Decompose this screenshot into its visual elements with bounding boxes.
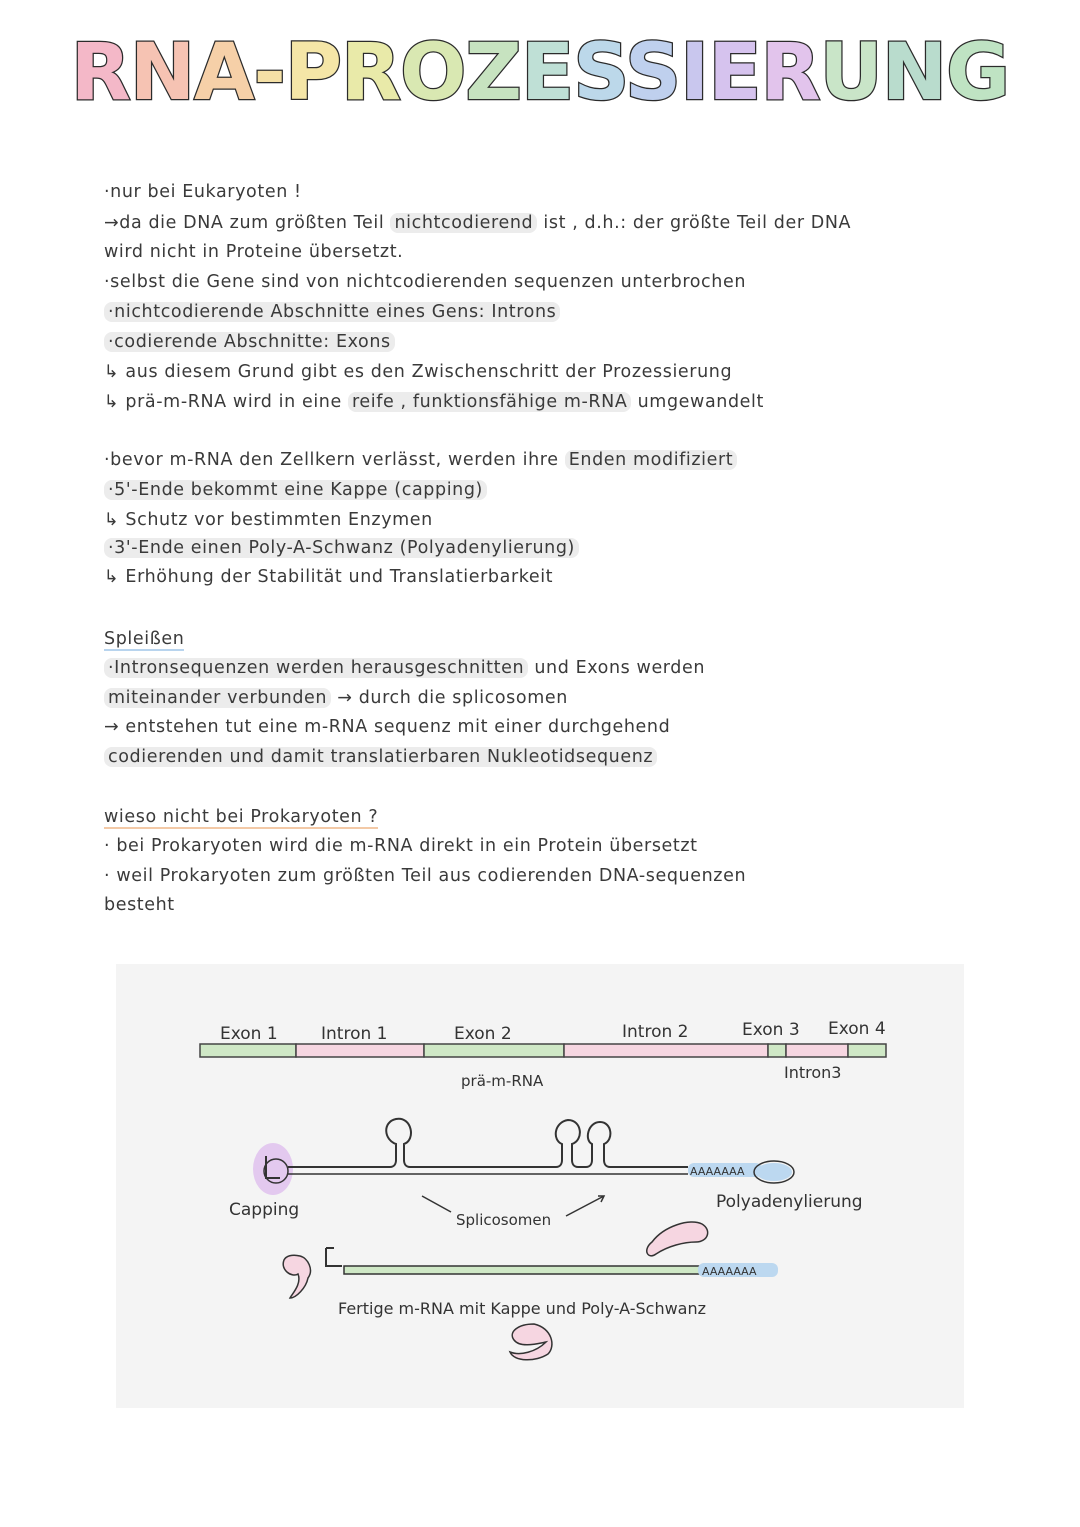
title-letter: S bbox=[573, 28, 625, 118]
final-cap-icon bbox=[326, 1248, 342, 1266]
title-letter: U bbox=[819, 28, 882, 118]
splicosom-pointer-left bbox=[422, 1196, 451, 1212]
note-text: umgewandelt bbox=[631, 392, 764, 412]
title-letter: P bbox=[284, 28, 342, 118]
label-intron-1: Intron 1 bbox=[321, 1024, 388, 1044]
note-line bbox=[104, 211, 851, 235]
highlight-5-ende: ·5'-Ende bekommt eine Kappe (capping) bbox=[104, 480, 487, 500]
note-line: ·selbst die Gene sind von nichtcodierenden sequenzen unterbrochen bbox=[104, 272, 747, 292]
note-line bbox=[104, 745, 657, 769]
label-splicosomen: Splicosomen bbox=[456, 1211, 552, 1229]
label-pre-mrna: prä-m-RNA bbox=[461, 1072, 544, 1090]
note-line bbox=[104, 448, 737, 472]
highlight-nukleotidsequenz: codierenden und damit translatierbaren Nukleotidsequenz bbox=[104, 747, 657, 767]
note-line: → entstehen tut eine m-RNA sequenz mit einer durchgehend bbox=[104, 717, 671, 737]
note-text: ist , d.h.: der größte Teil der DNA bbox=[537, 213, 852, 233]
highlight-3-ende: ·3'-Ende einen Poly-A-Schwanz (Polyadenylierung) bbox=[104, 538, 579, 558]
label-exon-2: Exon 2 bbox=[454, 1024, 512, 1044]
note-line: · weil Prokaryoten zum größten Teil aus codierenden DNA-sequenzen bbox=[104, 866, 747, 886]
note-text: ↳ prä-m-RNA wird in eine bbox=[104, 392, 349, 412]
title-letter: G bbox=[946, 28, 1010, 118]
final-mrna-strand bbox=[344, 1266, 700, 1274]
intron-2-segment bbox=[564, 1044, 768, 1057]
section-heading bbox=[104, 627, 184, 651]
note-line: ↳ aus diesem Grund gibt es den Zwischenschritt der Prozessierung bbox=[104, 362, 733, 382]
note-line bbox=[104, 330, 395, 354]
heading-text: wieso nicht bei Prokaryoten ? bbox=[104, 807, 379, 827]
section-heading bbox=[104, 805, 378, 829]
highlight-enden: Enden modifiziert bbox=[565, 450, 738, 470]
note-line bbox=[104, 536, 579, 560]
cap-highlight bbox=[253, 1143, 293, 1195]
splicing-mrna-line bbox=[288, 1119, 688, 1167]
highlight-exons: ·codierende Abschnitte: Exons bbox=[104, 332, 395, 352]
note-text: →da die DNA zum größten Teil bbox=[104, 213, 391, 233]
removed-intron-loop-icon bbox=[647, 1222, 708, 1256]
label-exon-1: Exon 1 bbox=[220, 1024, 278, 1044]
intron-3-segment bbox=[786, 1044, 848, 1057]
removed-intron-loop-icon bbox=[283, 1255, 310, 1298]
note-line: wird nicht in Proteine übersetzt. bbox=[104, 242, 404, 262]
highlight-reife-mrna: reife , funktionsfähige m-RNA bbox=[348, 392, 631, 412]
note-text: → durch die splicosomen bbox=[331, 688, 568, 708]
title-letter: R bbox=[70, 28, 130, 118]
label-final-mrna: Fertige m-RNA mit Kappe und Poly-A-Schwanz bbox=[338, 1299, 707, 1318]
page-title bbox=[0, 28, 1080, 118]
note-line bbox=[104, 390, 764, 414]
title-letter: R bbox=[341, 28, 401, 118]
label-exon-3: Exon 3 bbox=[742, 1020, 800, 1040]
polya-tail-text: AAAAAAA bbox=[690, 1165, 745, 1178]
removed-intron-loop-icon bbox=[510, 1324, 552, 1360]
note-line: ↳ Schutz vor bestimmten Enzymen bbox=[104, 510, 433, 530]
note-line: ↳ Erhöhung der Stabilität und Translatierbarkeit bbox=[104, 567, 554, 587]
title-letter: E bbox=[520, 28, 574, 118]
title-letter: N bbox=[881, 28, 947, 118]
label-intron-3: Intron3 bbox=[784, 1063, 842, 1082]
title-letter: Z bbox=[465, 28, 521, 118]
note-line bbox=[104, 478, 487, 502]
note-line: ·nur bei Eukaryoten ! bbox=[104, 182, 302, 202]
title-letter: O bbox=[400, 28, 466, 118]
title-letter: A bbox=[194, 28, 254, 118]
exon-3-segment bbox=[768, 1044, 786, 1057]
note-line: besteht bbox=[104, 895, 175, 915]
exon-1-segment bbox=[200, 1044, 296, 1057]
title-letter: E bbox=[708, 28, 761, 118]
heading-text: Spleißen bbox=[104, 629, 185, 649]
note-line: · bei Prokaryoten wird die m-RNA direkt in ein Protein übersetzt bbox=[104, 836, 698, 856]
note-line bbox=[104, 300, 560, 324]
label-exon-4: Exon 4 bbox=[828, 1019, 886, 1039]
title-letter: S bbox=[624, 28, 681, 118]
note-text: und Exons werden bbox=[528, 658, 706, 678]
highlight-intronsequenzen: ·Intronsequenzen werden herausgeschnitten bbox=[104, 658, 528, 678]
highlight-introns: ·nichtcodierende Abschnitte eines Gens: Introns bbox=[104, 302, 560, 322]
title-letter: R bbox=[760, 28, 820, 118]
title-letter: I bbox=[680, 28, 709, 118]
polya-final-text: AAAAAAA bbox=[702, 1265, 757, 1278]
highlight-nichtcodierend: nichtcodierend bbox=[390, 213, 537, 233]
exon-4-segment bbox=[848, 1044, 886, 1057]
title-letter: - bbox=[253, 28, 285, 118]
splicosom-pointer-right bbox=[566, 1196, 604, 1216]
exon-2-segment bbox=[424, 1044, 564, 1057]
label-intron-2: Intron 2 bbox=[622, 1022, 689, 1042]
highlight-verbunden: miteinander verbunden bbox=[104, 688, 331, 708]
note-line bbox=[104, 656, 705, 680]
note-text: ·bevor m-RNA den Zellkern verlässt, werden ihre bbox=[104, 450, 565, 470]
note-line bbox=[104, 686, 568, 710]
intron-1-segment bbox=[296, 1044, 424, 1057]
title-letter: N bbox=[129, 28, 195, 118]
polya-enzyme-fill bbox=[756, 1163, 792, 1181]
label-polyadenylierung: Polyadenylierung bbox=[716, 1192, 863, 1212]
rna-processing-diagram bbox=[116, 964, 964, 1408]
label-capping: Capping bbox=[229, 1200, 300, 1220]
